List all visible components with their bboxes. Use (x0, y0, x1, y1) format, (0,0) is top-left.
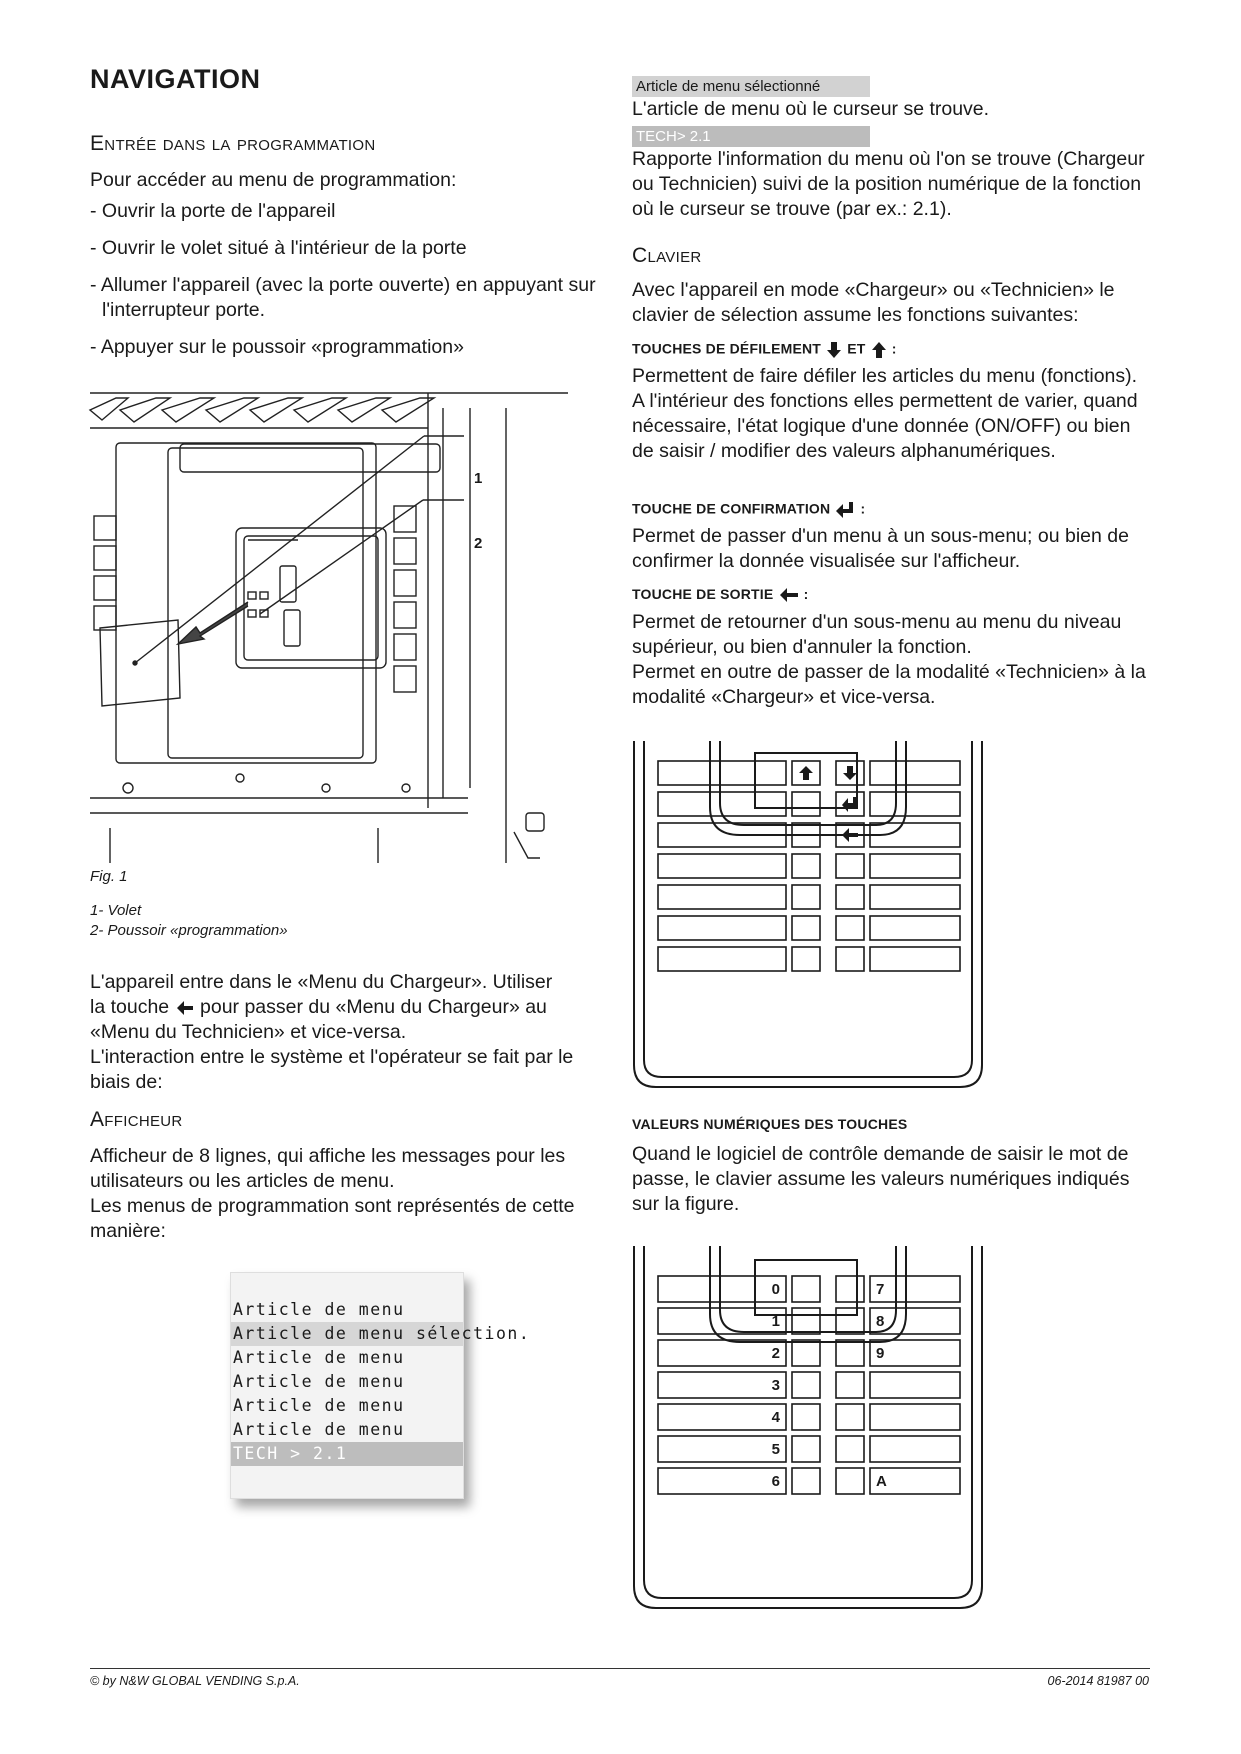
section-heading-programmation: Entrée dans la programmation (90, 132, 376, 155)
enter-arrow-icon (842, 797, 857, 812)
enter-arrow-icon (834, 500, 856, 520)
keypad-key-small (836, 1276, 864, 1302)
back-arrow-icon (175, 999, 195, 1017)
tech-description: Rapporte l'information du menu où l'on se trouve (Chargeur ou Technicien) suivi de la position numérique de la fonction où le curseur se trouve (par ex.: 2.1). (632, 148, 1145, 220)
keypad-key-wide (658, 1468, 786, 1494)
keypad-key-wide (870, 761, 960, 785)
confirm-label-text: TOUCHE DE CONFIRMATION (632, 500, 831, 517)
exit-label-text: TOUCHE DE SORTIE (632, 586, 774, 602)
confirm-label-colon: : (860, 500, 866, 517)
keypad-key-wide (658, 1340, 786, 1366)
scroll-keys-label (632, 340, 1192, 360)
step-item: - Appuyer sur le poussoir «programmation» (90, 336, 464, 358)
keypad-key-small (792, 1468, 820, 1494)
figure-label-2: 2 (474, 535, 483, 552)
steps-list (90, 199, 610, 360)
arrow-down-icon (825, 340, 843, 360)
keypad-numeric-diagram (630, 1240, 990, 1612)
exit-desc-1: Permet de retourner d'un sous-menu au menu du niveau supérieur, ou bien d'annuler la fonction. (632, 611, 1122, 658)
keypad-key-wide (870, 854, 960, 878)
keypad-key-small (792, 1308, 820, 1334)
keypad-key-small (836, 1436, 864, 1462)
keypad-key-small (792, 1340, 820, 1366)
keypad-value-left: 2 (771, 1345, 780, 1362)
keypad-value-left: 6 (771, 1473, 780, 1490)
afficheur-description (90, 1144, 610, 1244)
display-line: Article de menu (233, 1348, 405, 1367)
scroll-label-colon: : (891, 340, 897, 357)
keypad-key-small (792, 1436, 820, 1462)
scroll-desc-2: A l'intérieur des fonctions elles permettent de varier, quand nécessaire, l'état logique d'une donnée (ON/OFF) ou bien de saisir / modifier des valeurs alphanumériques. (632, 390, 1138, 462)
display-line: Article de menu (233, 1420, 405, 1439)
display-line: Article de menu (233, 1396, 405, 1415)
arrow-down-icon (843, 766, 857, 780)
selected-item-description: L'article de menu où le curseur se trouve. (632, 98, 990, 120)
afficheur-text-2: Les menus de programmation sont représentés de cette manière: (90, 1195, 575, 1242)
keypad-key-small (792, 885, 820, 909)
intro-text: Pour accéder au menu de programmation: (90, 169, 457, 191)
keypad-body (634, 741, 982, 1087)
keypad-value-left: 5 (771, 1441, 780, 1458)
keypad-key-small (836, 1372, 864, 1398)
selected-item-swatch: Article de menu sélectionné (632, 76, 870, 97)
keypad-key-wide (658, 1436, 786, 1462)
keypad-key-wide (658, 1276, 786, 1302)
footer-copyright: © by N&W GLOBAL VENDING S.p.A. (90, 1674, 300, 1688)
confirm-key-label (632, 500, 865, 520)
keypad-functions-diagram (630, 735, 990, 1093)
figure-caption: Fig. 1 (90, 868, 128, 885)
menu-mode-line-3: «Menu du Technicien» et vice-versa. (90, 1021, 407, 1043)
display-line: Article de menu (233, 1372, 405, 1391)
display-line-tech: TECH > 2.1 (231, 1442, 463, 1466)
keypad-key-wide (658, 916, 786, 940)
keypad-key-wide (658, 761, 786, 785)
arrow-up-icon (870, 340, 888, 360)
keypad-key-small (836, 885, 864, 909)
display-sample (230, 1272, 531, 1499)
keypad-key-wide (658, 1404, 786, 1430)
footer-doc-ref: 06-2014 81987 00 (1047, 1674, 1149, 1688)
keypad-value-left: 3 (771, 1377, 780, 1394)
keypad-key-wide (870, 947, 960, 971)
footer-rule (90, 1668, 1150, 1669)
keypad-key-wide (870, 916, 960, 940)
exit-key-label (632, 586, 808, 604)
keypad-key-small (836, 1404, 864, 1430)
menu-mode-line-4: L'interaction entre le système et l'opérateur se fait par le biais de: (90, 1046, 574, 1093)
keypad-key-small (836, 854, 864, 878)
page-title: NAVIGATION (90, 64, 261, 94)
afficheur-text-1: Afficheur de 8 lignes, qui affiche les messages pour les utilisateurs ou les articles de menu. (90, 1145, 566, 1192)
keypad-value-right: 7 (876, 1281, 885, 1298)
display-line: Article de menu (233, 1300, 405, 1319)
clavier-intro: Avec l'appareil en mode «Chargeur» ou «Technicien» le clavier de sélection assume les fonctions suivantes: (632, 279, 1115, 326)
keypad-key-wide (870, 885, 960, 909)
scroll-label-and: ET (847, 340, 866, 357)
keypad-key-small (836, 1308, 864, 1334)
exit-label-colon: : (803, 586, 809, 602)
keypad-key-small (792, 1372, 820, 1398)
keypad-key-wide (870, 1404, 960, 1430)
keypad-key-wide (658, 885, 786, 909)
keypad-key-small (836, 947, 864, 971)
keypad-key-wide (658, 1372, 786, 1398)
keypad-value-right: 9 (876, 1345, 885, 1362)
figure-legend-1: 1- Volet (90, 902, 142, 919)
confirm-key-description: Permet de passer d'un menu à un sous-menu; ou bien de confirmer la donnée visualisée sur l'afficheur. (632, 525, 1129, 572)
keypad-key-small (792, 854, 820, 878)
keypad-key-small (836, 916, 864, 940)
keypad-value-right: A (876, 1473, 887, 1490)
machine-door-illustration (88, 388, 578, 866)
numeric-values-description: Quand le logiciel de contrôle demande de saisir le mot de passe, le clavier assume les valeurs numériques indiqués sur la figure. (632, 1143, 1130, 1215)
step-item: - Ouvrir le volet situé à l'intérieur de la porte (90, 237, 467, 259)
keypad-value-left: 1 (771, 1313, 780, 1330)
keypad-key-wide (658, 854, 786, 878)
step-item: - Allumer l'appareil (avec la porte ouverte) en appuyant sur l'interrupteur porte. (90, 274, 596, 321)
keypad-key-small (836, 1340, 864, 1366)
keypad-key-small (792, 947, 820, 971)
keypad-key-wide (870, 1372, 960, 1398)
arrow-up-icon (799, 766, 813, 780)
menu-mode-line-2-start: la touche (90, 996, 170, 1018)
scroll-label-text: TOUCHES DE DÉFILEMENT (632, 340, 822, 357)
step-item: - Ouvrir la porte de l'appareil (90, 200, 336, 222)
exit-desc-2: Permet en outre de passer de la modalité «Technicien» à la modalité «Chargeur» et vice-versa. (632, 661, 1146, 708)
keypad-key-small (792, 792, 820, 816)
keypad-value-right: 8 (876, 1313, 885, 1330)
exit-key-description (632, 610, 1152, 710)
keypad-value-left: 0 (771, 1281, 780, 1298)
menu-mode-line-2-end: pour passer du «Menu du Chargeur» au (200, 996, 547, 1018)
section-heading-afficheur: Afficheur (90, 1108, 183, 1131)
display-line-selected: Article de menu sélection. (231, 1322, 463, 1346)
numeric-values-label: VALEURS NUMÉRIQUES DES TOUCHES (632, 1116, 908, 1132)
keypad-value-left: 4 (771, 1409, 780, 1426)
programming-instructions (90, 168, 610, 372)
keypad-display (755, 1260, 857, 1315)
back-arrow-icon (778, 586, 800, 604)
figure-legend-2: 2- Poussoir «programmation» (90, 922, 288, 939)
keypad-key-small (836, 1468, 864, 1494)
tech-swatch: TECH> 2.1 (632, 126, 870, 147)
menu-mode-line-1: L'appareil entre dans le «Menu du Chargeur». Utiliser (90, 971, 553, 993)
keypad-key-wide (658, 947, 786, 971)
keypad-key-wide (870, 792, 960, 816)
keypad-key-small (792, 916, 820, 940)
keypad-key-small (792, 1276, 820, 1302)
scroll-keys-description (632, 364, 1152, 464)
scroll-desc-1: Permettent de faire défiler les articles du menu (fonctions). (632, 365, 1138, 387)
section-heading-clavier: Clavier (632, 244, 702, 267)
figure-label-1: 1 (474, 470, 483, 487)
keypad-key-small (792, 1404, 820, 1430)
back-arrow-icon (842, 828, 858, 842)
menu-mode-paragraph (90, 970, 610, 1095)
menu-mode-line-2 (90, 995, 610, 1020)
keypad-key-wide (870, 1436, 960, 1462)
display-legend (632, 76, 1152, 222)
